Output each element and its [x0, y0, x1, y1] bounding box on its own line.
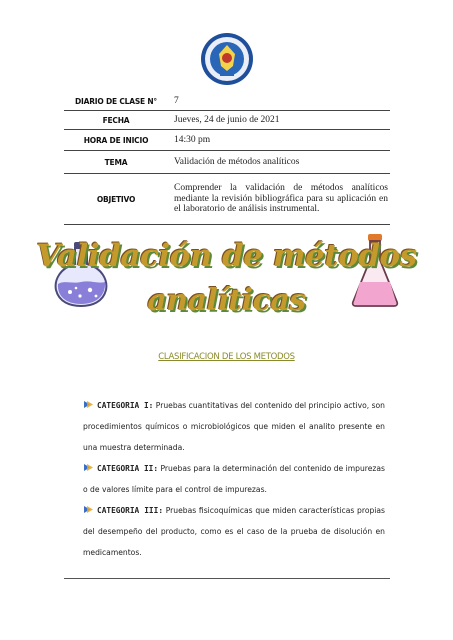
decorative-title-line1: Validación de métodos: [36, 238, 417, 274]
info-value: Jueves, 24 de junio de 2021: [174, 114, 280, 125]
list-item: [83, 500, 385, 563]
list-item: [83, 395, 385, 458]
item-label: CATEGORIA I:: [97, 401, 154, 410]
info-row-hora: [64, 130, 390, 151]
info-label: TEMA: [104, 157, 128, 167]
info-row-tema: [64, 151, 390, 174]
info-label: OBJETIVO: [96, 194, 136, 204]
item-text: Pruebas para la determinación del contenido de impurezas o de valores límite para el control de impurezas.: [83, 464, 385, 494]
info-row-objetivo: [64, 174, 390, 225]
item-label: CATEGORIA III:: [97, 506, 164, 515]
info-value: Comprender la validación de métodos analíticos mediante la revisión bibliográfica para su aplicación en el laboratorio de análisis instrumental.: [174, 183, 388, 215]
info-label: DIARIO DE CLASE N°: [75, 96, 157, 106]
bullet-arrow-icon: [83, 463, 94, 472]
university-seal-icon: [200, 32, 254, 86]
info-label: FECHA: [102, 115, 130, 125]
list-item: [83, 458, 385, 500]
item-text: Pruebas cuantitativas del contenido del principio activo, son procedimientos químicos o microbiológicos que miden el analito presente en una muestra determinada.: [83, 401, 385, 452]
info-row-fecha: [64, 111, 390, 130]
info-value: Validación de métodos analíticos: [174, 156, 300, 167]
info-row-diario: [64, 92, 390, 111]
decorative-title-line2: analíticas: [147, 283, 306, 318]
footer-divider: [64, 578, 390, 579]
class-info-table: [64, 92, 390, 225]
section-heading: CLASIFICACION DE LOS METODOS: [158, 352, 295, 362]
info-label: HORA DE INICIO: [83, 135, 149, 145]
info-value: 14:30 pm: [174, 134, 211, 145]
info-value: 7: [174, 95, 179, 106]
bullet-arrow-icon: [83, 505, 94, 514]
bullet-arrow-icon: [83, 400, 94, 409]
item-text: Pruebas fisicoquímicas que miden características propias del desempeño del producto, como es el caso de la prueba de disolución en medicamentos.: [83, 506, 386, 557]
item-label: CATEGORIA II:: [97, 464, 159, 473]
